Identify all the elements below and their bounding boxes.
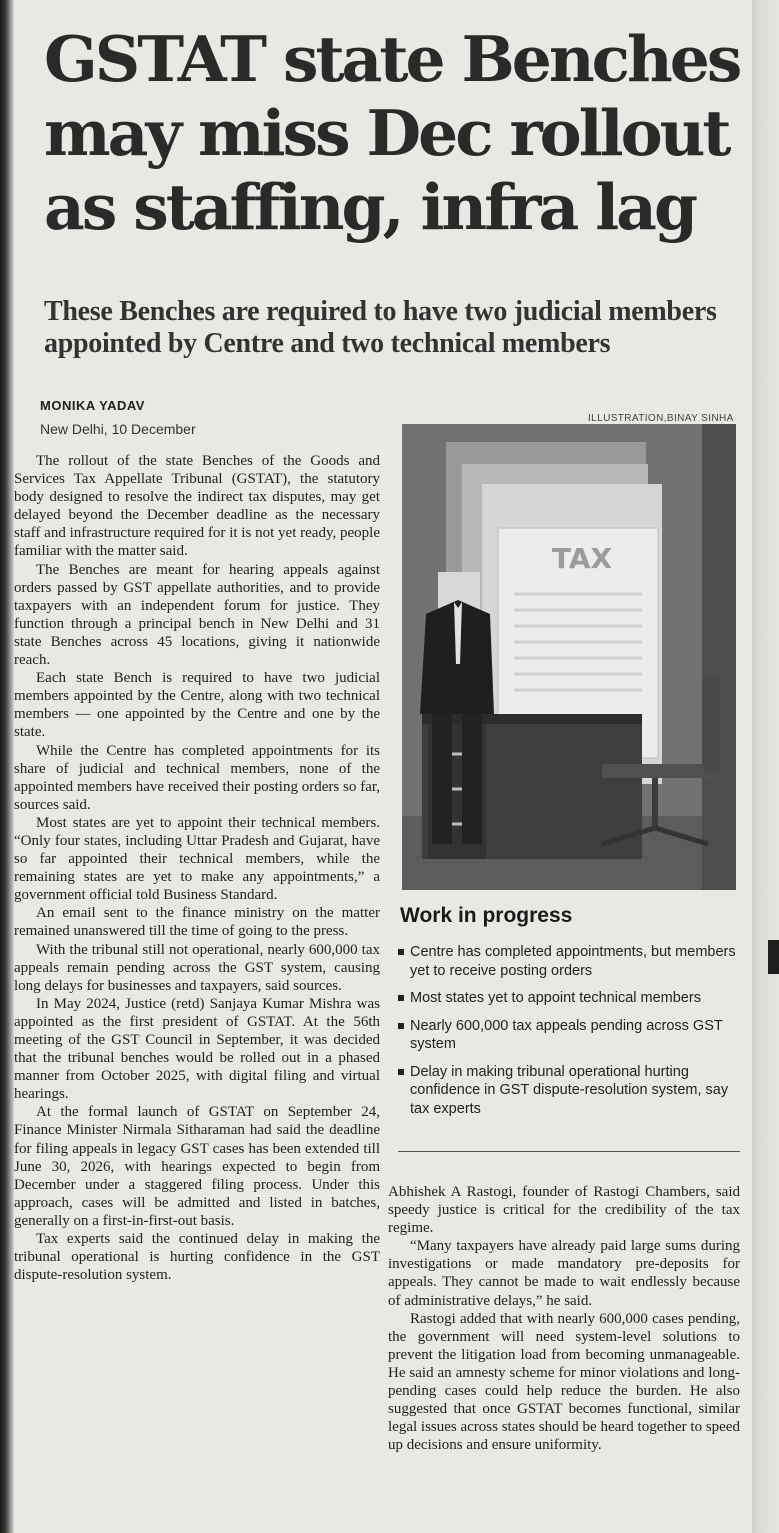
body-paragraph: “Many taxpayers have already paid large sums during investigations or made mandatory pre-deposits for appeals. They cannot be made to wait endlessly because of administrative delays,” he said. — [388, 1238, 740, 1309]
sidebar-title: Work in progress — [400, 904, 573, 927]
byline: MONIKA YADAV — [40, 398, 145, 413]
tax-label: TAX — [551, 542, 613, 575]
tax-illustration — [402, 424, 736, 890]
body-paragraph: An email sent to the finance ministry on the matter remained unanswered till the time of going to the press. — [14, 905, 380, 940]
body-paragraph: Each state Bench is required to have two judicial members appointed by the Centre, along with two technical members — one appointed by the Centre and one by the state. — [14, 670, 380, 741]
body-paragraph: The Benches are meant for hearing appeals against orders passed by GST appellate authorities, and to provide taxpayers with an independent forum for justice. They function through a principal bench in New Delhi and 31 state Benches across 45 locations, giving it nationwide reach. — [14, 561, 380, 669]
dateline: New Delhi, 10 December — [40, 421, 196, 437]
headline: GSTAT state Benches may miss Dec rollout as staffing, infra lag — [44, 22, 740, 244]
body-paragraph: Rastogi added that with nearly 600,000 cases pending, the government will need system-level solutions to prevent the litigation load from becoming unmanageable. He said an amnesty scheme for minor violations and long-pending cases could help reduce the burden. He also suggested that once GSTAT becomes functional, similar legal issues across states should be heard together to speed up decisions and ensure uniformity. — [388, 1310, 740, 1454]
adjacent-page-edge — [752, 0, 779, 1533]
body-paragraph: With the tribunal still not operational, nearly 600,000 tax appeals remain pending across the GST system, causing long delays for businesses and taxpayers, said sources. — [14, 941, 380, 994]
illustration-credit: ILLUSTRATION,BINAY SINHA — [588, 413, 734, 424]
bullet-square-icon — [398, 949, 404, 955]
deck: These Benches are required to have two judicial members appointed by Centre and two technical members — [44, 296, 717, 359]
sidebar-item-text: Centre has completed appointments, but members yet to receive posting orders — [410, 944, 736, 979]
page-left-edge — [0, 0, 14, 1533]
sidebar-item-text: Nearly 600,000 tax appeals pending across GST system — [410, 1017, 723, 1052]
adjacent-column-mark — [768, 940, 779, 974]
body-paragraph: In May 2024, Justice (retd) Sanjaya Kumar Mishra was appointed as the first president of GSTAT. At the 56th meeting of the GST Council in September, it was decided that the tribunal benches would be rolled out in a phased manner from October 2025, with digital filing and virtual hearings. — [14, 995, 380, 1103]
article-body-column-2 — [388, 1183, 740, 1454]
body-paragraph: Abhishek A Rastogi, founder of Rastogi Chambers, said speedy justice is critical for the credibility of the tax regime. — [388, 1184, 740, 1237]
sidebar-item — [398, 943, 738, 980]
bullet-square-icon — [398, 1023, 404, 1029]
sidebar-divider — [398, 1151, 740, 1152]
bullet-square-icon — [398, 995, 404, 1001]
sidebar-item — [398, 1017, 738, 1054]
sidebar-item — [398, 1063, 738, 1119]
sidebar-item-text: Most states yet to appoint technical members — [410, 990, 701, 1006]
sidebar-list — [398, 943, 738, 1127]
body-paragraph: At the formal launch of GSTAT on September 24, Finance Minister Nirmala Sitharaman had said the deadline for filing appeals in legacy GST cases has been extended till June 30, 2026, with hearings expected to begin from December under a staggered filing process. Under this approach, cases will be admitted and listed in batches, generally on a first-in-first-out basis. — [14, 1104, 380, 1229]
body-paragraph: The rollout of the state Benches of the Goods and Services Tax Appellate Tribunal (GSTAT), the statutory body designed to resolve the indirect tax disputes, may get delayed beyond the December deadline as the necessary staff and infrastructure required for it is not yet ready, people familiar with the matter said. — [14, 453, 380, 560]
body-paragraph: While the Centre has completed appointments for its share of judicial and technical members, none of the appointed members have received their posting orders so far, sources said. — [14, 742, 380, 813]
sidebar-item — [398, 989, 738, 1008]
article-body-column-1 — [14, 452, 380, 1284]
sidebar-item-text: Delay in making tribunal operational hurting confidence in GST dispute-resolution system, say tax experts — [410, 1063, 729, 1117]
body-paragraph: Most states are yet to appoint their technical members. “Only four states, including Uttar Pradesh and Gujarat, have so far appointed their technical members, while the remaining states are yet to make any appointments,” a government official told Business Standard. — [14, 814, 380, 904]
body-paragraph: Tax experts said the continued delay in making the tribunal operational is hurting confidence in the GST dispute-resolution system. — [14, 1231, 380, 1284]
bullet-square-icon — [398, 1069, 404, 1075]
